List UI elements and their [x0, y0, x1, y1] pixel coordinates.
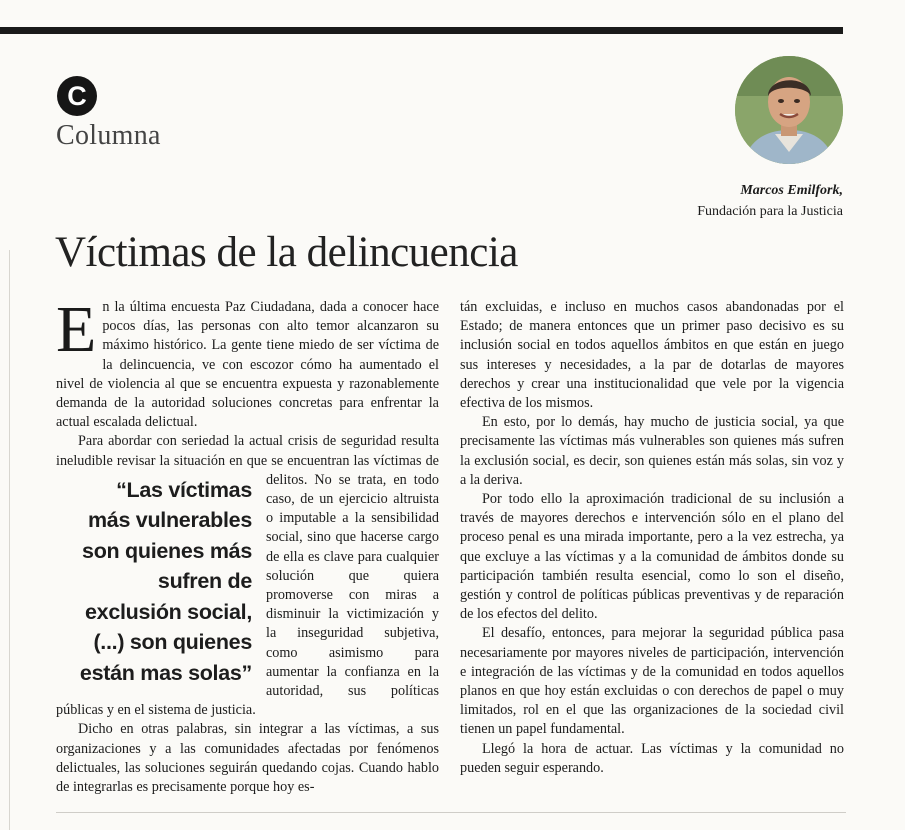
paragraph-1-text: n la última encuesta Paz Ciudadana, dada a conocer hace pocos días, las personas con alto temor alcanzaron su máximo histórico. La gente tiene miedo de ser víctima de la delincuencia, ve con escozor cómo ha aumentado el nivel de violencia al que se encuentra expuesta y razonablemente demanda de la autoridad soluciones concretas para enfrentar la actual escalada delictual.: [56, 299, 439, 431]
top-rule: [0, 27, 843, 34]
author-name: Marcos Emilfork,: [740, 183, 843, 198]
article-title: Víctimas de la delincuencia: [55, 229, 518, 276]
paragraph-7: Llegó la hora de actuar. Las víctimas y la comunidad no pueden seguir esperando.: [460, 740, 844, 776]
paragraph-2-text: Para abordar con seriedad la actual crisis de seguridad resulta ineludible revisar la situación en que se encuentran “Las víctimas más vulnerables son quienes más sufren de exclusión social, (...) son quienes están mas solas” las víctimas de delitos. No se trata, en todo caso, de un ejercicio altruista o imputable a la sensibilidad social, sino que hacerse cargo de ella es clave para cualquier solución que quiera promoverse con miras a disminuir la victimización y la inseguridad subjetiva, como asimismo para aumentar la confianza en la autoridad, sus políticas públicas y en el sistema de justicia.: [56, 433, 439, 719]
paragraph-6: El desafío, entonces, para mejorar la seguridad pública pasa necesariamente por mayores niveles de participación, intervención e integración de las víctimas y de la comunidad en todos aquellos planos en que hoy están excluidas o con derechos de papel o muy limitados, rol en el que las organizaciones de la sociedad civil tienen un papel fundamental.: [460, 625, 844, 738]
byline: [697, 180, 843, 222]
author-organization: Fundación para la Justicia: [697, 204, 843, 219]
author-portrait-image: [735, 56, 843, 164]
column-badge-icon: C: [57, 76, 97, 116]
paragraph-5: Por todo ello la aproximación tradicional de su inclusión a través de mayores derechos e intervención sólo en el plano del proceso penal es una mirada importante, pero a la vez estrecha, ya que excluye a las víctimas y a la comunidad de ámbitos donde su participación también resulta esencial, como lo son el diseño, gestión y control de políticas públicas preventivas y de reparación de los efectos del delito.: [460, 491, 844, 623]
pull-quote: “Las víctimas más vulnerables son quienes más sufren de exclusión social, (...) son quienes están mas solas”: [79, 477, 252, 685]
paragraph-3-part-2: tán excluidas, e incluso en muchos casos abandonadas por el Estado; de manera entonces que un primer paso decisivo es su inclusión social en todos aquellos ámbitos en que están en juego sus intereses y necesidades, a la par de dotarlas de mayores derechos y crear una institucionalidad que vele por la vigencia efectiva de los mismos.: [460, 299, 844, 412]
author-photo: [735, 56, 843, 164]
article-column-1: [56, 293, 439, 797]
drop-cap: E: [56, 293, 97, 366]
bottom-rule: [56, 812, 846, 813]
section-label: Columna: [56, 120, 161, 151]
article-column-2: [460, 298, 844, 778]
paragraph-3-part-1: Dicho en otras palabras, sin integrar a las víctimas, a sus organizaciones y a las comunidades afectadas por fenómenos delictuales, las soluciones seguirán quedando cojas. Cuando hablo de integrarlas es precisamente porque hoy es-: [56, 721, 439, 796]
paragraph-4: En esto, por lo demás, hay mucho de justicia social, ya que precisamente las víctimas más vulnerables son quienes más sufren la exclusión social, es decir, son quienes están más solas, sin voz y a la deriva.: [460, 414, 844, 488]
paragraph-1: [56, 293, 439, 432]
left-fold-rule: [9, 250, 10, 830]
paragraph-2: [56, 432, 439, 720]
